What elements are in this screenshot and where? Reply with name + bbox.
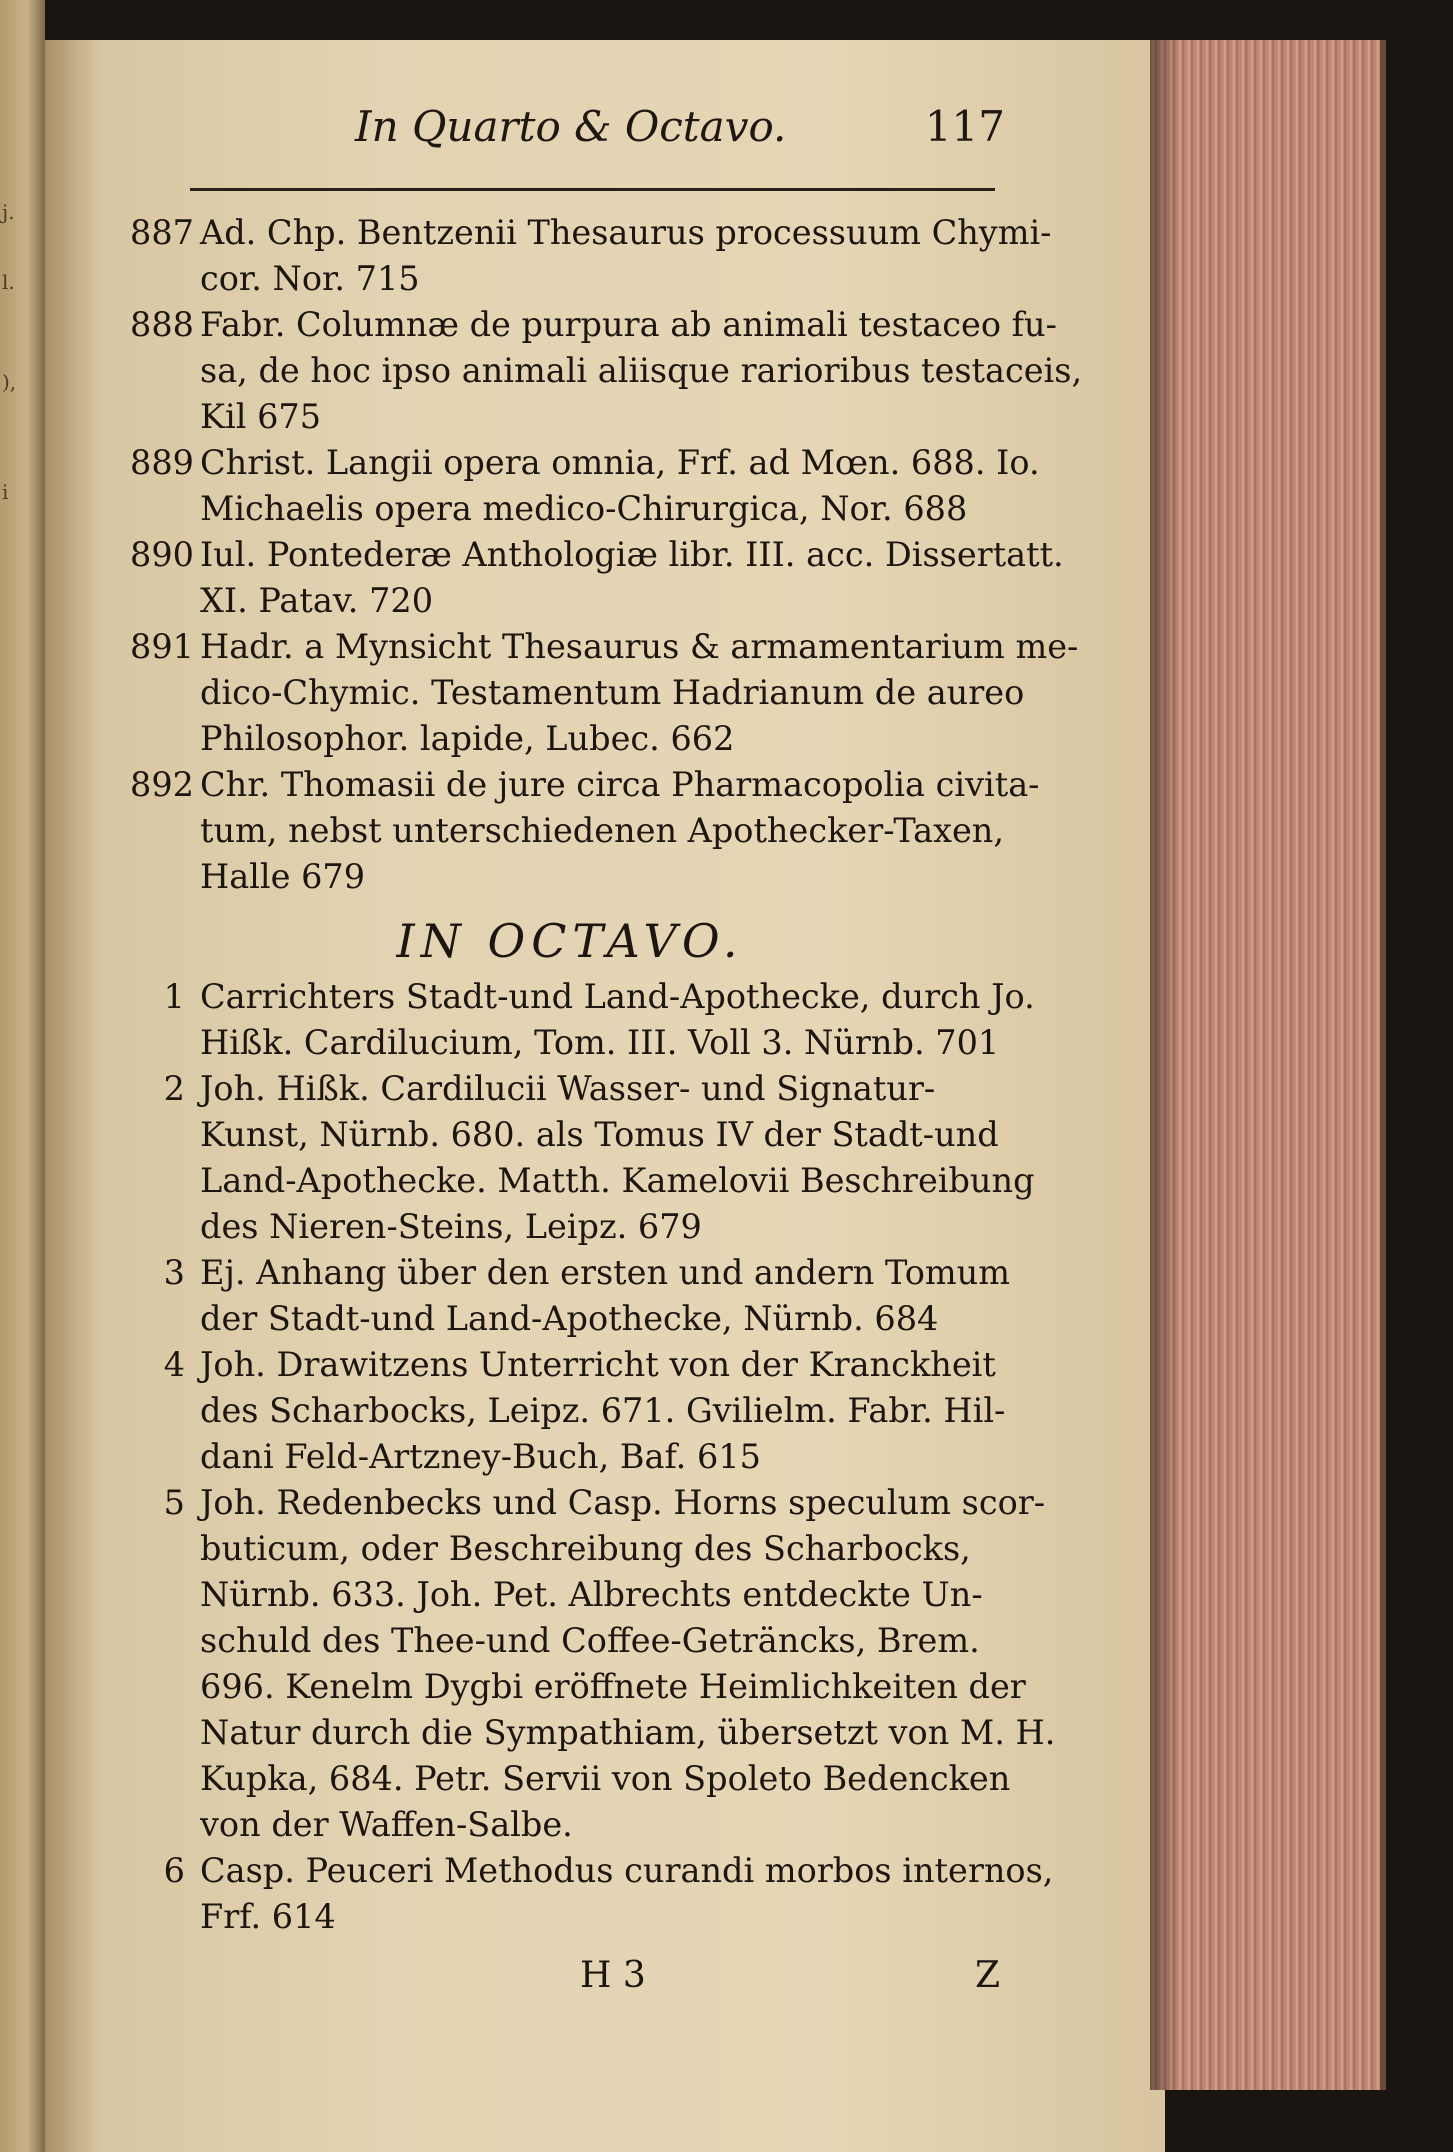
entry-number: 889 — [130, 443, 194, 482]
entry-line: dico-Chymic. Testamentum Hadrianum de aureo — [200, 673, 1025, 712]
left-margin-mark: l. — [2, 270, 15, 294]
entry-number: 887 — [130, 213, 194, 252]
entry-line: XI. Patav. 720 — [200, 581, 434, 620]
entry-line: Fabr. Columnæ de purpura ab animali testaceo fu- — [200, 305, 1057, 344]
header-title: In Quarto & Octavo. — [355, 102, 787, 151]
entry-line: schuld des Thee-und Coffee-Geträncks, Brem. — [200, 1621, 980, 1660]
header-rule — [190, 188, 995, 191]
entry-line: Ad. Chp. Bentzenii Thesaurus processuum Chymi- — [200, 213, 1052, 252]
catchword: Z — [974, 1955, 1000, 1996]
catalogue-entry — [130, 1342, 1010, 1480]
entry-line: Hadr. a Mynsicht Thesaurus & armamentarium me- — [200, 627, 1079, 666]
entry-number: 4 — [163, 1345, 185, 1384]
entry-line: des Scharbocks, Leipz. 671. Gvilielm. Fabr. Hil- — [200, 1391, 1006, 1430]
entry-line: Kil 675 — [200, 397, 322, 436]
entry-line: sa, de hoc ipso animali aliisque rarioribus testaceis, — [200, 351, 1083, 390]
entry-line: buticum, oder Beschreibung des Scharbocks, — [200, 1529, 971, 1568]
left-margin-mark: j. — [2, 200, 15, 224]
entry-line: Kunst, Nürnb. 680. als Tomus IV der Stadt-und — [200, 1115, 999, 1154]
catalogue-entry — [130, 440, 1040, 532]
left-page-edge — [0, 0, 45, 2152]
entry-line: von der Waffen-Salbe. — [200, 1805, 573, 1844]
entry-line: Kupka, 684. Petr. Servii von Spoleto Bedencken — [200, 1759, 1011, 1798]
catalogue-entry — [130, 974, 1035, 1066]
catalogue-entry — [130, 624, 1079, 762]
page-number: 117 — [924, 102, 1005, 151]
entry-line: Philosophor. lapide, Lubec. 662 — [200, 719, 735, 758]
catalogue-entry — [130, 1848, 1054, 1940]
running-header — [355, 102, 1005, 172]
entry-line: Joh. Drawitzens Unterricht von der Kranckheit — [200, 1345, 996, 1384]
entry-line: Halle 679 — [200, 857, 366, 896]
entry-line: Joh. Redenbecks und Casp. Horns speculum scor- — [200, 1483, 1046, 1522]
page-edges — [1150, 40, 1386, 2090]
entry-line: Chr. Thomasii de jure circa Pharmacopolia civita- — [200, 765, 1040, 804]
catalogue-entry — [130, 1480, 1056, 1848]
catalogue-entry — [130, 302, 1083, 440]
entry-line: Nürnb. 633. Joh. Pet. Albrechts entdeckte Un- — [200, 1575, 983, 1614]
quarto-entries — [130, 210, 1083, 900]
catalogue-entry — [130, 1066, 1035, 1250]
entry-number: 3 — [163, 1253, 185, 1292]
entry-number: 892 — [130, 765, 194, 804]
entry-line: Casp. Peuceri Methodus curandi morbos internos, — [200, 1851, 1054, 1890]
catalogue-entry — [130, 210, 1052, 302]
entry-line: dani Feld-Artzney-Buch, Baf. 615 — [200, 1437, 761, 1476]
entry-line: Joh. Hißk. Cardilucii Wasser- und Signatur- — [200, 1069, 936, 1108]
left-margin-mark: i — [2, 480, 9, 504]
entry-line: des Nieren-Steins, Leipz. 679 — [200, 1207, 702, 1246]
section-heading: IN OCTAVO. — [396, 914, 744, 968]
catalogue-entry — [130, 1250, 1010, 1342]
entry-number: 891 — [130, 627, 194, 666]
entry-line: Hißk. Cardilucium, Tom. III. Voll 3. Nürnb. 701 — [200, 1023, 1000, 1062]
entry-line: Carrichters Stadt-und Land-Apothecke, durch Jo. — [200, 977, 1035, 1016]
entry-line: tum, nebst unterschiedenen Apothecker-Taxen, — [200, 811, 1005, 850]
signature-mark: H 3 — [580, 1955, 646, 1996]
entry-number: 888 — [130, 305, 194, 344]
octavo-entries — [130, 974, 1056, 1940]
entry-line: Frf. 614 — [200, 1897, 336, 1936]
catalogue-entry — [130, 762, 1040, 900]
entry-number: 890 — [130, 535, 194, 574]
entry-line: der Stadt-und Land-Apothecke, Nürnb. 684 — [200, 1299, 939, 1338]
left-margin-mark: ), — [2, 370, 17, 394]
entry-line: cor. Nor. 715 — [200, 259, 420, 298]
gutter-shadow — [1150, 40, 1180, 2090]
page-footer — [580, 1955, 1000, 2005]
entry-line: Iul. Pontederæ Anthologiæ libr. III. acc. Dissertatt. — [200, 535, 1064, 574]
entry-number: 5 — [163, 1483, 185, 1522]
catalogue-body — [130, 210, 1083, 1940]
entry-line: Michaelis opera medico-Chirurgica, Nor. 688 — [200, 489, 968, 528]
entry-line: 696. Kenelm Dygbi eröffnete Heimlichkeiten der — [200, 1667, 1026, 1706]
entry-line: Ej. Anhang über den ersten und andern Tomum — [200, 1253, 1010, 1292]
entry-number: 2 — [163, 1069, 185, 1108]
entry-number: 1 — [163, 977, 185, 1016]
entry-line: Natur durch die Sympathiam, übersetzt von M. H. — [200, 1713, 1056, 1752]
entry-line: Christ. Langii opera omnia, Frf. ad Mœn. 688. Io. — [200, 443, 1040, 482]
entry-number: 6 — [163, 1851, 185, 1890]
catalogue-entry — [130, 532, 1064, 624]
entry-line: Land-Apothecke. Matth. Kamelovii Beschreibung — [200, 1161, 1035, 1200]
